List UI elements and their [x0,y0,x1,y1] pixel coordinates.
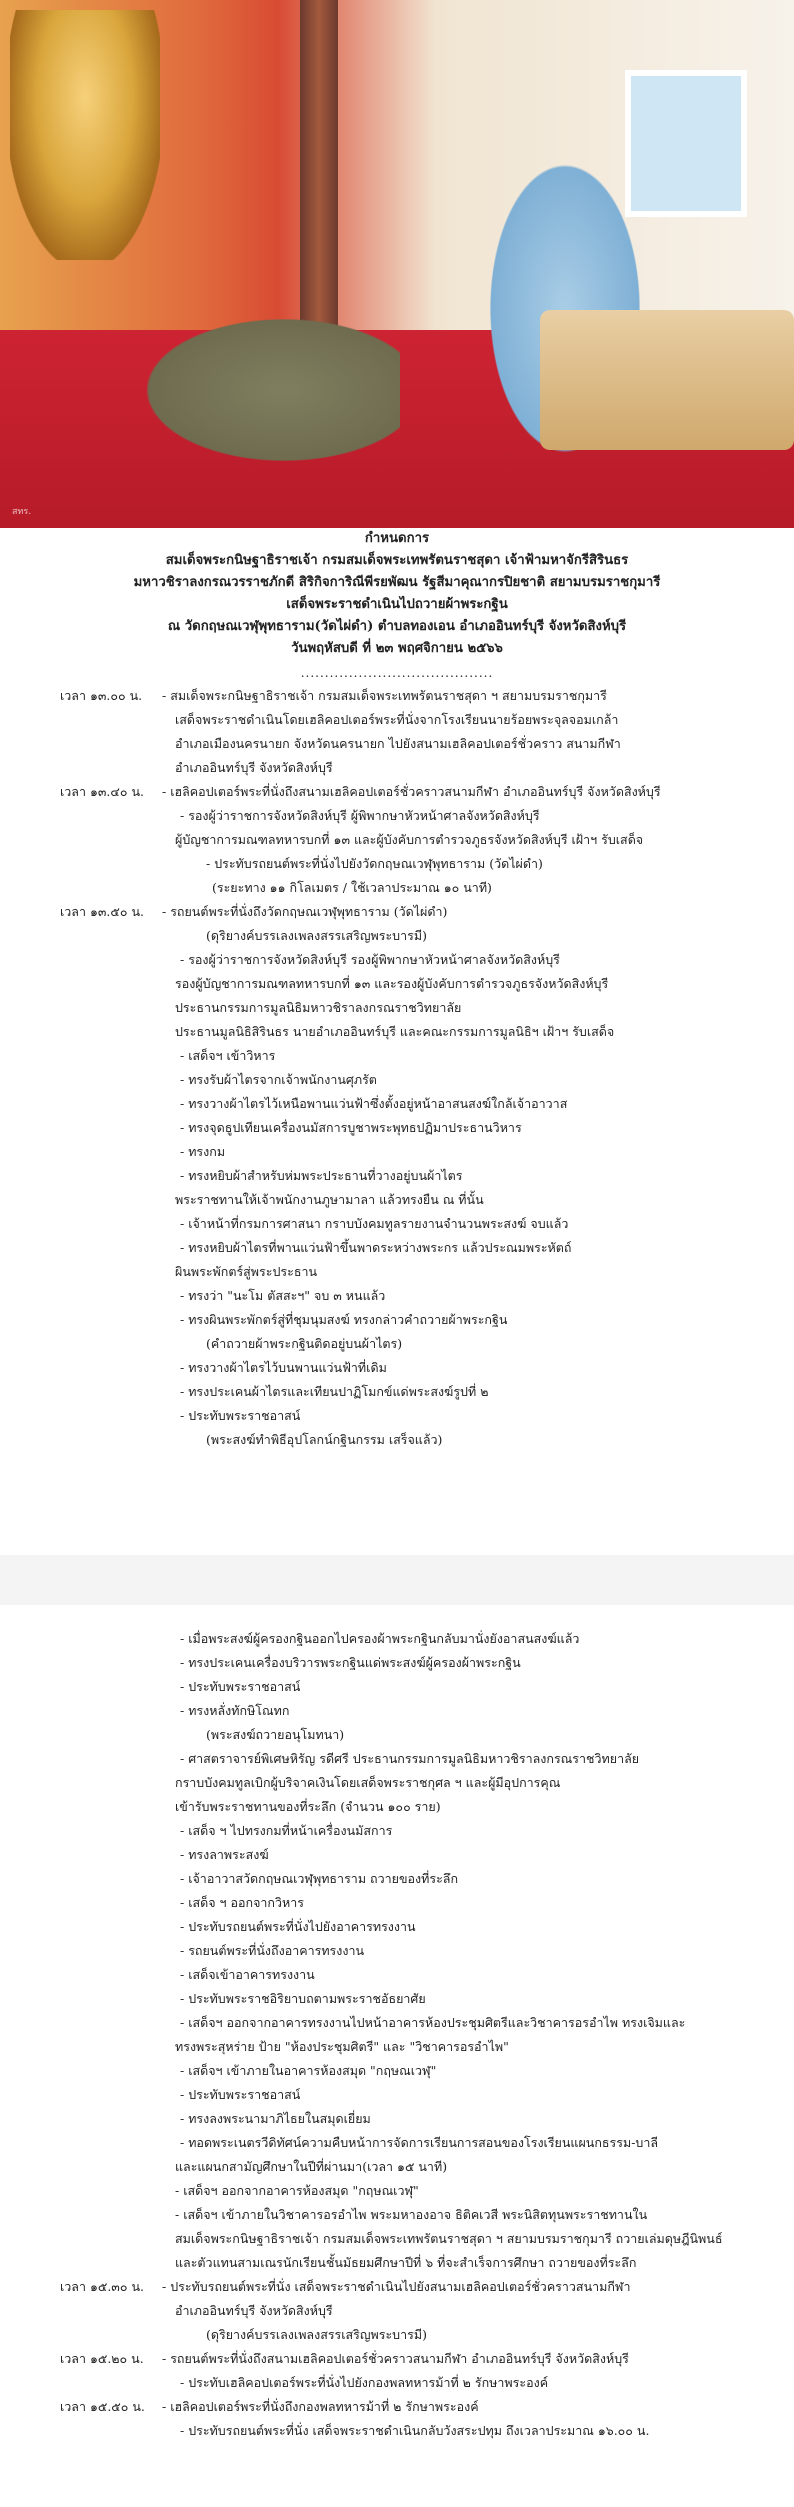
schedule-time: เวลา ๑๕.๒๐ น. [60,2351,144,2366]
buddha-statue [10,10,160,260]
schedule-row [0,2227,794,2251]
schedule-text: - ประทับพระราชอาสน์ [180,1679,301,1694]
schedule-text: - รถยนต์พระที่นั่งถึงสนามเฮลิคอปเตอร์ชั่วคราวสนามกีฬา อำเภออินทร์บุรี จังหวัดสิงห์บุรี [162,2351,629,2366]
schedule-list [0,684,794,1452]
schedule-text: - ประทับพระราชอิริยาบถตามพระราชอัธยาศัย [180,1991,426,2006]
schedule-row [0,1356,794,1380]
schedule-text: - เมื่อพระสงฆ์ผู้ครองกฐินออกไปครองผ้าพระกฐินกลับมานั่งยังอาสนสงฆ์แล้ว [180,1631,580,1646]
schedule-text: (คำถวายผ้าพระกฐินติดอยู่บนผ้าไตร) [206,1336,403,1351]
header-title: กำหนดการ [364,531,430,546]
schedule-row [0,972,794,996]
schedule-row [0,948,794,972]
schedule-row [0,2419,794,2443]
schedule-row [0,756,794,780]
schedule-text: - ศาสตราจารย์พิเศษหิรัญ รดีศรี ประธานกรรมการมูลนิธิมหาวชิราลงกรณราชวิทยาลัย [180,1751,640,1766]
schedule-row [0,2251,794,2275]
schedule-row [0,1068,794,1092]
temple-pillar [300,0,338,330]
schedule-row [0,2059,794,2083]
schedule-text: - เสด็จฯ ออกจากอาคารห้องสมุด "กฤษณเวฬุ" [175,2183,419,2198]
schedule-text: - ประทับรถยนต์พระที่นั่ง เสด็จพระราชดำเนินไปยังสนามเฮลิคอปเตอร์ชั่วคราวสนามกีฬา [162,2279,631,2294]
schedule-row [0,1164,794,1188]
schedule-text: - ทรงจุดธูปเทียนเครื่องนมัสการบูชาพระพุทธปฏิมาประธานวิหาร [180,1120,522,1135]
schedule-text: - เจ้าหน้าที่กรมการศาสนา กราบบังคมทูลรายงานจำนวนพระสงฆ์ จบแล้ว [180,1216,569,1231]
schedule-row [0,1188,794,1212]
schedule-row [0,1675,794,1699]
schedule-row [0,1651,794,1675]
schedule-text: ประธานกรรมการมูลนิธิมหาวชิราลงกรณราชวิทยาลัย [175,1000,462,1015]
schedule-text: - เสด็จ ฯ ออกจากวิหาร [180,1895,304,1910]
schedule-text: - รองผู้ว่าราชการจังหวัดสิงห์บุรี ผู้พิพากษาหัวหน้าศาลจังหวัดสิงห์บุรี [180,808,540,823]
schedule-row [0,1212,794,1236]
schedule-text: - ทรงว่า "นะโม ตัสสะฯ" จบ ๓ หนแล้ว [180,1288,386,1303]
header-line: มหาวชิราลงกรณวรราชภักดี สิริกิจการิณีพีรยพัฒน รัฐสีมาคุณากรปิยชาติ สยามบรมราชกุมารี [133,575,661,590]
schedule-row [0,1939,794,1963]
schedule-text: - ทรงวางผ้าไตรไว้เหนือพานแว่นฟ้าซึ่งตั้งอยู่หน้าอาสนสงฆ์ใกล้เจ้าอาวาส [180,1096,568,1111]
schedule-row [0,708,794,732]
header-divider: ........................................ [300,666,494,680]
schedule-row [0,1771,794,1795]
schedule-text: - ประทับรถยนต์พระที่นั่ง เสด็จพระราชดำเนินกลับวังสระปทุม ถึงเวลาประมาณ ๑๖.๐๐ น. [180,2423,650,2438]
schedule-text: - รถยนต์พระที่นั่งถึงวัดกฤษณเวฬุพุทธาราม (วัดไผ่ดำ) [162,904,448,919]
schedule-row [0,1819,794,1843]
schedule-text: (ดุริยางค์บรรเลงเพลงสรรเสริญพระบารมี) [206,928,427,943]
schedule-time: เวลา ๑๕.๓๐ น. [60,2279,144,2294]
schedule-text: - ทรงรับผ้าไตรจากเจ้าพนักงานศุภรัต [180,1072,377,1087]
schedule-row [0,2323,794,2347]
schedule-row [0,2011,794,2035]
header-line: สมเด็จพระกนิษฐาธิราชเจ้า กรมสมเด็จพระเทพรัตนราชสุดา เจ้าฟ้ามหาจักรีสิรินธร [165,553,629,568]
schedule-text: - ประทับรถยนต์พระที่นั่งไปยังอาคารทรงงาน [180,1919,416,1934]
schedule-row [0,1428,794,1452]
schedule-text: ผู้บัญชาการมณฑลทหารบกที่ ๑๓ และผู้บังคับการตำรวจภูธรจังหวัดสิงห์บุรี เฝ้าฯ รับเสด็จ [175,832,644,847]
schedule-row [0,2275,794,2299]
schedule-row [0,996,794,1020]
schedule-row [0,732,794,756]
schedule-row [0,1116,794,1140]
schedule-text: และแผนกสามัญศึกษาในปีที่ผ่านมา(เวลา ๑๕ นาที) [175,2159,448,2174]
schedule-row [0,852,794,876]
schedule-row [0,876,794,900]
schedule-header [0,528,794,684]
schedule-row [0,804,794,828]
schedule-text: และตัวแทนสามเณรนักเรียนชั้นมัธยมศึกษาปีที่ ๖ ที่จะสำเร็จการศึกษา ถวายของที่ระลึก [175,2255,637,2270]
schedule-row [0,1284,794,1308]
schedule-row [0,1843,794,1867]
schedule-text: - เสด็จฯ เข้าภายในอาคารห้องสมุด "กฤษณเวฬุ" [180,2063,437,2078]
schedule-text: สมเด็จพระกนิษฐาธิราชเจ้า กรมสมเด็จพระเทพรัตนราชสุดา ฯ สยามบรมราชกุมารี ถวายเล่มดุษฎีนิพนธ์ [175,2231,723,2246]
schedule-row [0,1867,794,1891]
schedule-row [0,2299,794,2323]
schedule-row [0,1092,794,1116]
schedule-row [0,2203,794,2227]
schedule-row [0,1236,794,1260]
schedule-text: - สมเด็จพระกนิษฐาธิราชเจ้า กรมสมเด็จพระเทพรัตนราชสุดา ฯ สยามบรมราชกุมารี [162,688,607,703]
schedule-text: เสด็จพระราชดำเนินโดยเฮลิคอปเตอร์พระที่นั่งจากโรงเรียนนายร้อยพระจุลจอมเกล้า [175,712,619,727]
schedule-row [0,924,794,948]
schedule-text: อำเภออินทร์บุรี จังหวัดสิงห์บุรี [175,2303,333,2318]
schedule-text: - ทรงผินพระพักตร์สู่ที่ชุมนุมสงฆ์ ทรงกล่าวคำถวายผ้าพระกฐิน [180,1312,508,1327]
photo-credit: สทร. [12,507,32,517]
schedule-text: - เสด็จฯ เข้าวิหาร [180,1048,276,1063]
schedule-text: (พระสงฆ์ทำพิธีอุปโลกน์กฐินกรรม เสร็จแล้ว) [206,1432,443,1447]
schedule-row [0,1891,794,1915]
schedule-text: - เฮลิคอปเตอร์พระที่นั่งถึงกองพลทหารม้าที่ ๒ รักษาพระองค์ [162,2399,479,2414]
schedule-row [0,1747,794,1771]
schedule-time: เวลา ๑๓.๕๐ น. [60,904,144,919]
schedule-text: อำเภออินทร์บุรี จังหวัดสิงห์บุรี [175,760,333,775]
schedule-text: เข้ารับพระราชทานของที่ระลึก (จำนวน ๑๐๐ ราย) [175,1799,441,1814]
schedule-row [0,1963,794,1987]
schedule-text: - เสด็จฯ ออกจากอาคารทรงงานไปหน้าอาคารห้องประชุมศิตรีและวิชาคารอรอำไพ ทรงเจิมและ [180,2015,686,2030]
schedule-row [0,780,794,804]
offering-table [540,310,794,450]
schedule-row [0,2035,794,2059]
schedule-text: ทรงพระสุหร่าย ป้าย "ห้องประชุมศิตรี" และ "วิชาคารอรอำไพ" [175,2039,509,2054]
schedule-page-2 [0,1605,794,2507]
schedule-page-1 [0,528,794,1555]
schedule-text: - ทรงกม [180,1144,226,1159]
schedule-text: (พระสงฆ์ถวายอนุโมทนา) [206,1727,345,1742]
schedule-list [0,1627,794,2443]
schedule-row [0,1380,794,1404]
schedule-row [0,900,794,924]
schedule-text: อำเภอเมืองนครนายก จังหวัดนครนายก ไปยังสนามเฮลิคอปเตอร์ชั่วคราว สนามกีฬา [175,736,621,751]
schedule-text: - ทรงหยิบผ้าสำหรับห่มพระประธานที่วางอยู่บนผ้าไตร [180,1168,463,1183]
schedule-row [0,1332,794,1356]
schedule-text: กราบบังคมทูลเบิกผู้บริจาคเงินโดยเสด็จพระราชกุศล ฯ และผู้มีอุปการคุณ [175,1775,561,1790]
schedule-row [0,1795,794,1819]
schedule-text: - ทรงประเคนเครื่องบริวารพระกฐินแด่พระสงฆ์ผู้ครองผ้าพระกฐิน [180,1655,521,1670]
schedule-row [0,2131,794,2155]
schedule-text: - ทอดพระเนตรวีดิทัศน์ความคืบหน้าการจัดการเรียนการสอนของโรงเรียนแผนกธรรม-บาลี [180,2135,659,2150]
schedule-time: เวลา ๑๓.๐๐ น. [60,688,143,703]
schedule-text: - ทรงลาพระสงฆ์ [180,1847,269,1862]
schedule-text: ผินพระพักตร์สู่พระประธาน [175,1264,318,1279]
schedule-row [0,1987,794,2011]
schedule-row [0,828,794,852]
header-line: ณ วัดกฤษณเวฬุพุทธาราม(วัดไผ่ดำ) ตำบลทองเอน อำเภออินทร์บุรี จังหวัดสิงห์บุรี [167,619,627,634]
header-date: วันพฤหัสบดี ที่ ๒๓ พฤศจิกายน ๒๕๖๖ [291,641,503,656]
schedule-text: - เสด็จฯ เข้าภายในวิชาคารอรอำไพ พระมหาองอาจ ธิติคเวสี พระนิสิตทุนพระราชทานใน [175,2207,648,2222]
schedule-row [0,1915,794,1939]
schedule-text: - ทรงหยิบผ้าไตรที่พานแว่นฟ้าขึ้นพาดระหว่างพระกร แล้วประณมพระหัตถ์ [180,1240,572,1255]
schedule-row [0,1627,794,1651]
schedule-text: - ทรงประเคนผ้าไตรและเทียนปาฏิโมกข์แด่พระสงฆ์รูปที่ ๒ [180,1384,489,1399]
schedule-row [0,1308,794,1332]
schedule-time: เวลา ๑๓.๔๐ น. [60,784,144,799]
schedule-text: (ระยะทาง ๑๑ กิโลเมตร / ใช้เวลาประมาณ ๑๐ นาที) [212,880,492,895]
schedule-text: - รถยนต์พระที่นั่งถึงอาคารทรงงาน [180,1943,365,1958]
schedule-text: พระราชทานให้เจ้าพนักงานภูษามาลา แล้วทรงยืน ณ ที่นั้น [175,1192,484,1207]
schedule-text: - ประทับรถยนต์พระที่นั่งไปยังวัดกฤษณเวฬุพุทธาราม (วัดไผ่ดำ) [206,856,543,871]
schedule-text: - ประทับพระราชอาสน์ [180,2087,301,2102]
schedule-text: - ทรงลงพระนามาภิไธยในสมุดเยี่ยม [180,2111,371,2126]
schedule-row [0,2371,794,2395]
schedule-row [0,1140,794,1164]
schedule-text: ประธานมูลนิธิสิรินธร นายอำเภออินทร์บุรี และคณะกรรมการมูลนิธิฯ เฝ้าฯ รับเสด็จ [175,1024,615,1039]
schedule-text: - เสด็จ ฯ ไปทรงกมที่หน้าเครื่องนมัสการ [180,1823,393,1838]
schedule-text: - ทรงวางผ้าไตรไว้บนพานแว่นฟ้าที่เดิม [180,1360,387,1375]
schedule-text: - ประทับเฮลิคอปเตอร์พระที่นั่งไปยังกองพลทหารม้าที่ ๒ รักษาพระองค์ [180,2375,549,2390]
schedule-text: - เสด็จเข้าอาคารทรงงาน [180,1967,315,1982]
schedule-text: - เฮลิคอปเตอร์พระที่นั่งถึงสนามเฮลิคอปเตอร์ชั่วคราวสนามกีฬา อำเภออินทร์บุรี จังหวัดสิงห์บุรี [162,784,661,799]
schedule-text: (ดุริยางค์บรรเลงเพลงสรรเสริญพระบารมี) [206,2327,427,2342]
schedule-row [0,2179,794,2203]
schedule-text: - ทรงหลั่งทักษิโณทก [180,1703,290,1718]
schedule-row [0,2107,794,2131]
schedule-row [0,2155,794,2179]
kneeling-officer [110,300,400,480]
schedule-row [0,1404,794,1428]
schedule-row [0,2347,794,2371]
schedule-text: - ประทับพระราชอาสน์ [180,1408,301,1423]
schedule-time: เวลา ๑๕.๕๐ น. [60,2399,145,2414]
schedule-text: รองผู้บัญชาการมณฑลทหารบกที่ ๑๓ และรองผู้บังคับการตำรวจภูธรจังหวัดสิงห์บุรี [175,976,609,991]
schedule-row [0,1260,794,1284]
schedule-text: - เจ้าอาวาสวัดกฤษณเวฬุพุทธาราม ถวายของที่ระลึก [180,1871,459,1886]
schedule-row [0,2083,794,2107]
schedule-row [0,1723,794,1747]
schedule-row [0,1044,794,1068]
ceremony-photo [0,0,794,528]
schedule-row [0,2395,794,2419]
schedule-row [0,1020,794,1044]
schedule-row [0,1699,794,1723]
header-line: เสด็จพระราชดำเนินไปถวายผ้าพระกฐิน [286,597,508,612]
schedule-text: - รองผู้ว่าราชการจังหวัดสิงห์บุรี รองผู้พิพากษาหัวหน้าศาลจังหวัดสิงห์บุรี [180,952,560,967]
schedule-row [0,684,794,708]
